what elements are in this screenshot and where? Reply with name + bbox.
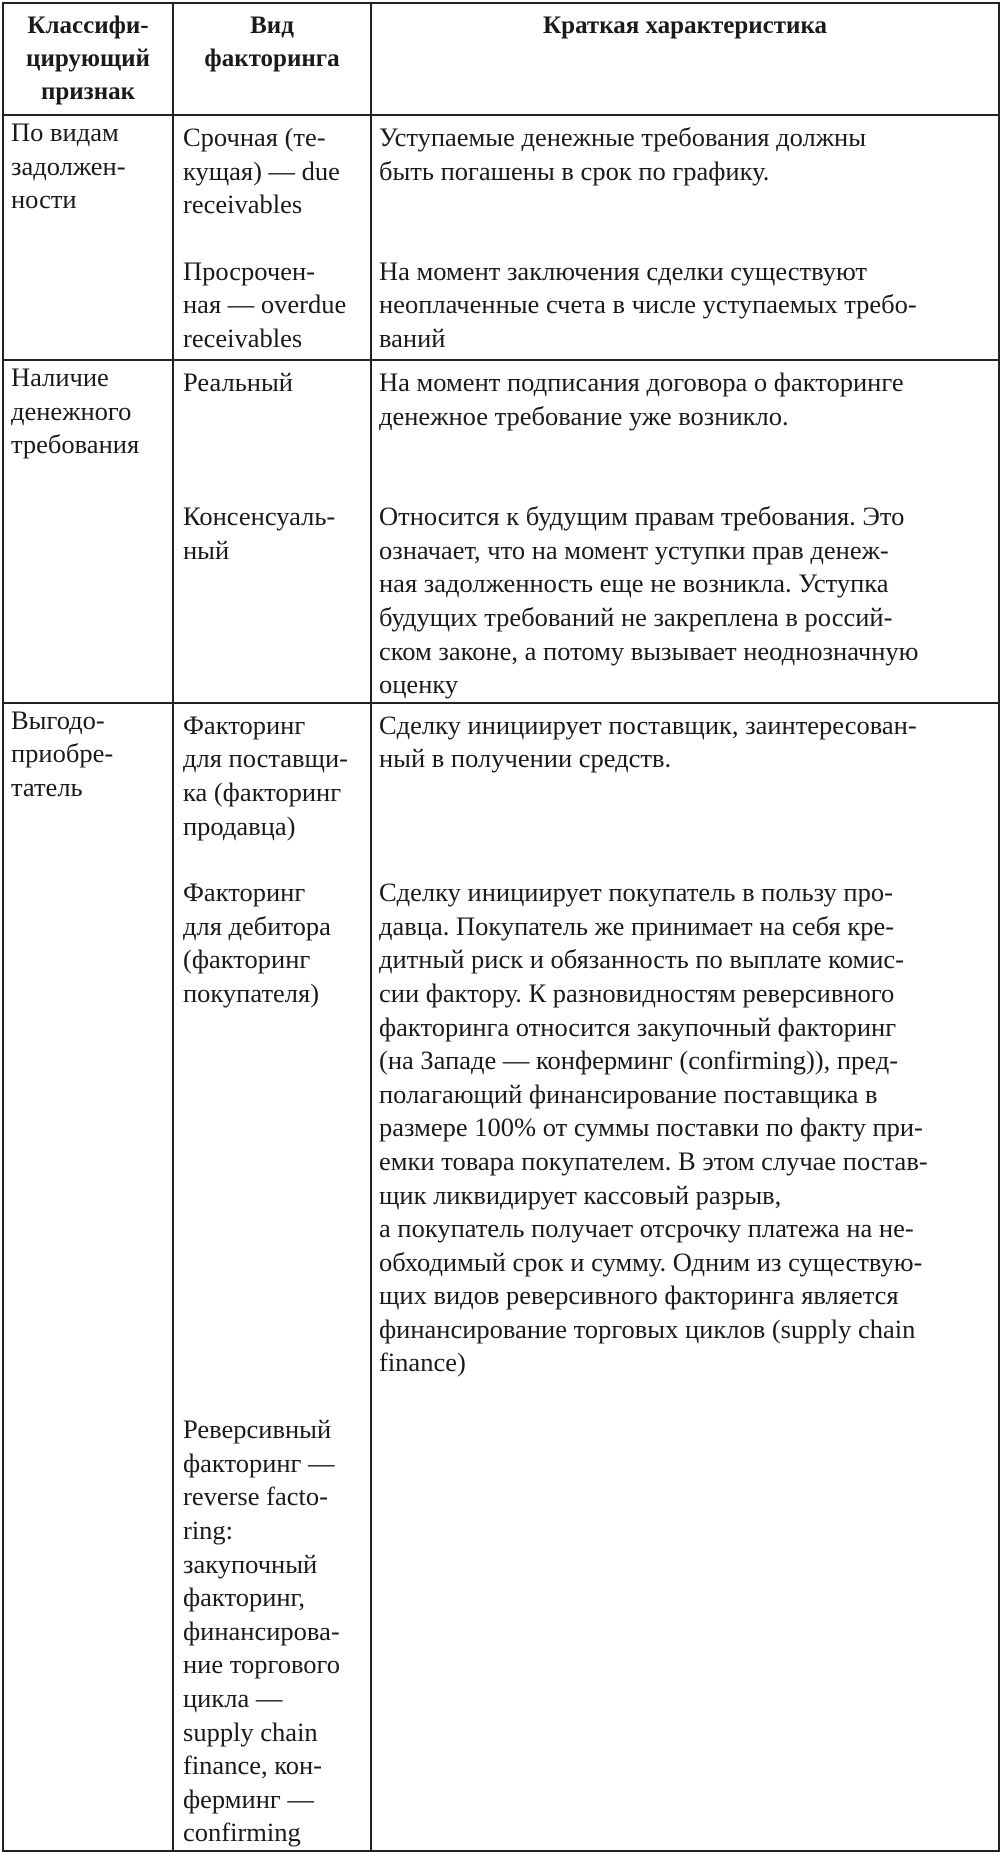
kind-entry <box>183 500 379 702</box>
entry-spacer <box>183 222 379 255</box>
kind-entry <box>183 1413 379 1850</box>
description-entry <box>379 1413 1000 1850</box>
kind-line: receivables <box>183 322 303 353</box>
kind-line: Факторинг <box>183 709 306 740</box>
description-line: щих видов реверсивного факторинга является <box>379 1280 899 1311</box>
kind-line: продавца) <box>183 810 296 841</box>
description-entry <box>379 366 1000 433</box>
description-line: ском законе, а потому вызывает неоднозначную <box>379 635 919 666</box>
kind-line: кущая) — due <box>183 155 340 186</box>
kind-line: (факторинг <box>183 944 311 975</box>
header-description <box>371 3 999 115</box>
kind-line: finance, кон- <box>183 1750 323 1781</box>
description-line: денежное требование уже возникло. <box>379 400 789 431</box>
description-entry <box>379 709 1000 843</box>
header-feature-line: признак <box>40 78 136 105</box>
kind-line: ring: <box>183 1514 234 1545</box>
feature-line: задолжен- <box>11 150 126 181</box>
description-line: а покупатель получает отсрочку платежа на не- <box>379 1213 914 1244</box>
header-row <box>3 3 999 115</box>
kind-line: для дебитора <box>183 910 331 941</box>
description-cell <box>371 703 999 1851</box>
kind-line: закупочный <box>183 1548 318 1579</box>
description-line: обходимый срок и сумму. Одним из существую- <box>379 1246 923 1277</box>
table-body <box>3 115 999 1851</box>
description-line: сии фактору. К разновидностям реверсивного <box>379 977 895 1008</box>
kind-entry <box>183 366 379 433</box>
description-line: неоплаченные счета в числе уступаемых требо- <box>379 289 917 320</box>
description-line: Сделку инициирует покупатель в пользу про- <box>379 877 893 908</box>
kind-line: ферминг — <box>183 1783 314 1814</box>
description-line: ваний <box>379 322 446 353</box>
kind-line: ная — overdue <box>183 289 347 320</box>
feature-cell <box>3 360 173 703</box>
header-kind <box>173 3 371 115</box>
kind-line: confirming <box>183 1817 301 1848</box>
kind-line: Реальный <box>183 367 293 397</box>
kind-entry <box>183 876 379 1380</box>
feature-cell <box>3 703 173 1851</box>
kind-line: receivables <box>183 189 303 220</box>
feature-line: ности <box>11 184 77 215</box>
description-entry <box>379 500 1000 702</box>
description-line: ный в получении средств. <box>379 743 672 774</box>
description-cell <box>371 360 999 703</box>
description-line: (на Западе — конферминг (confirming)), пред- <box>379 1045 899 1076</box>
description-line: Сделку инициирует поставщик, заинтересован- <box>379 709 917 740</box>
table-row <box>3 703 999 1851</box>
description-entry <box>379 876 1000 1380</box>
feature-cell <box>3 115 173 360</box>
header-feature-line: цирующий <box>26 45 150 72</box>
kind-line: цикла — <box>183 1682 283 1713</box>
kind-entry <box>183 121 379 222</box>
kind-entry <box>183 709 379 843</box>
description-line: Относится к будущим правам требования. Это <box>379 501 905 532</box>
description-line: Уступаемые денежные требования должны <box>379 122 867 152</box>
factoring-classification-table <box>2 2 1000 1852</box>
entry-spacer <box>183 433 379 500</box>
description-line: финансирование торговых циклов (supply chain <box>379 1313 916 1344</box>
kind-cell <box>173 360 371 703</box>
description-line: щик ликвидирует кассовый разрыв, <box>379 1179 782 1210</box>
entry-spacer <box>379 843 1000 876</box>
description-line: будущих требований не закреплена в россий- <box>379 601 893 632</box>
feature-line: Наличие <box>11 362 109 392</box>
kind-line: Факторинг <box>183 877 306 908</box>
entry-spacer <box>379 433 1000 500</box>
kind-line: Консенсуаль- <box>183 501 336 532</box>
feature-line: татель <box>11 771 83 802</box>
kind-line: ный <box>183 534 230 565</box>
header-kind-line: Вид <box>250 12 294 39</box>
header-feature <box>3 3 173 115</box>
description-line: finance) <box>379 1347 466 1378</box>
description-line: оценку <box>379 669 459 700</box>
entry-spacer <box>379 1380 1000 1413</box>
table-row <box>3 360 999 703</box>
kind-line: Реверсивный <box>183 1414 332 1445</box>
entry-spacer <box>183 843 379 876</box>
description-line: емки товара покупателем. В этом случае постав- <box>379 1145 928 1176</box>
kind-line: ние торгового <box>183 1649 340 1680</box>
kind-line: reverse facto- <box>183 1481 328 1512</box>
description-line: дитный риск и обязанность по выплате комис- <box>379 944 904 975</box>
header-description-line: Краткая характеристика <box>543 12 827 39</box>
entry-spacer <box>183 1380 379 1413</box>
feature-line: требования <box>11 429 140 460</box>
feature-line: денежного <box>11 395 132 426</box>
kind-line: факторинг — <box>183 1447 335 1478</box>
kind-line: финансирова- <box>183 1615 340 1646</box>
description-line: означает, что на момент уступки прав денеж- <box>379 534 889 565</box>
kind-line: для поставщи- <box>183 743 348 774</box>
description-line: факторинга относится закупочный факторинг <box>379 1011 897 1042</box>
kind-cell <box>173 115 371 360</box>
feature-line: приобре- <box>11 738 114 769</box>
kind-line: факторинг, <box>183 1582 306 1613</box>
description-line: На момент заключения сделки существуют <box>379 255 867 286</box>
description-line: полагающий финансирование поставщика в <box>379 1078 878 1109</box>
kind-line: покупателя) <box>183 977 320 1008</box>
header-feature-line: Классифи- <box>27 12 149 39</box>
description-cell <box>371 115 999 360</box>
kind-line: Просрочен- <box>183 255 315 286</box>
header-kind-line: факторинга <box>204 45 340 72</box>
entry-spacer <box>379 222 1000 255</box>
description-line: размере 100% от суммы поставки по факту при- <box>379 1112 923 1143</box>
description-line: давца. Покупатель же принимает на себя кре- <box>379 910 895 941</box>
feature-line: Выгодо- <box>11 704 105 735</box>
description-entry <box>379 255 1000 356</box>
kind-line: supply chain <box>183 1716 318 1747</box>
table-row <box>3 115 999 360</box>
kind-line: Срочная (те- <box>183 122 326 152</box>
feature-line: По видам <box>11 117 119 147</box>
description-line: быть погашены в срок по графику. <box>379 155 770 186</box>
description-entry <box>379 121 1000 222</box>
kind-entry <box>183 255 379 356</box>
description-line: ная задолженность еще не возникла. Уступка <box>379 568 889 599</box>
description-line: На момент подписания договора о факторинге <box>379 367 904 397</box>
kind-line: ка (факторинг <box>183 776 342 807</box>
kind-cell <box>173 703 371 1851</box>
